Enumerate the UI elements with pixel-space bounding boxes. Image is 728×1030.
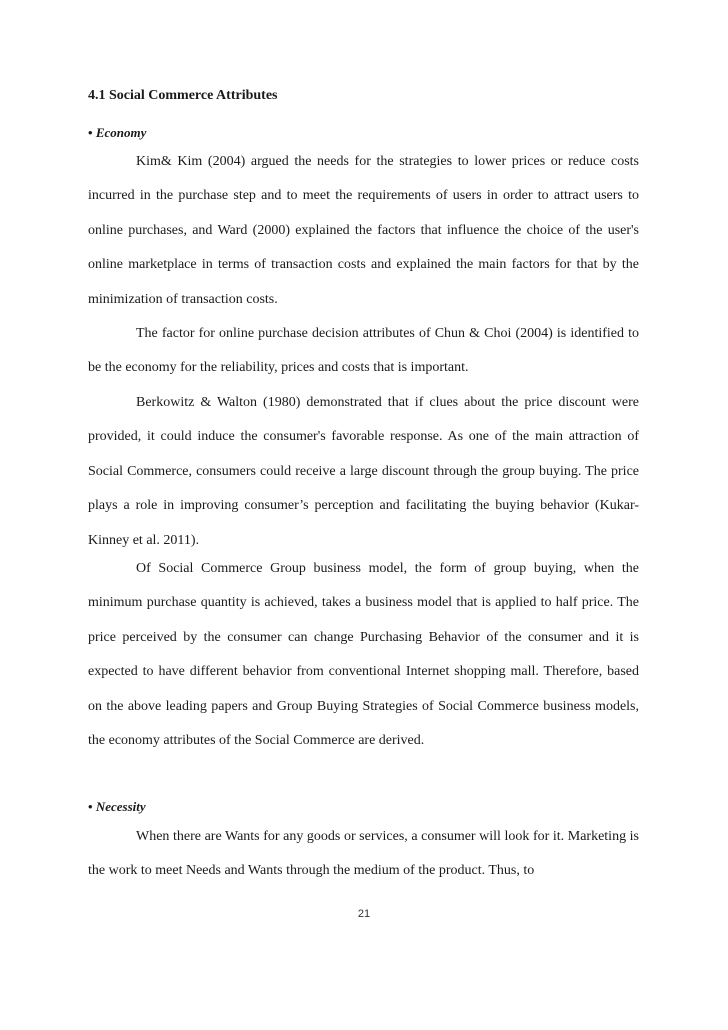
- economy-heading: [88, 125, 146, 141]
- economy-paragraph-2: The factor for online purchase decision attributes of Chun & Choi (2004) is identified to be the economy for the reliability, prices and costs that is important.: [88, 326, 639, 376]
- section-heading: 4.1 Social Commerce Attributes: [88, 88, 278, 103]
- economy-paragraph-4: Of Social Commerce Group business model, the form of group buying, when the minimum purchase quantity is achieved, takes a business model that is applied to half price. The price perceived by the consumer can change Purchasing Behavior of the consumer and it is expected to have different behavior from conventional Internet shopping mall. Therefore, based on the above leading papers and Group Buying Strategies of Social Commerce business models, the economy attributes of the Social Commerce are derived.: [88, 561, 639, 749]
- bullet-mark: •: [88, 125, 93, 140]
- economy-paragraph-1: Kim& Kim (2004) argued the needs for the strategies to lower prices or reduce costs incurred in the purchase step and to meet the requirements of users in order to attract users to online purchases, and Ward (2000) explained the factors that influence the choice of the user's online marketplace in terms of transaction costs and explained the main factors for that by the minimization of transaction costs.: [88, 154, 639, 307]
- necessity-heading: [88, 799, 146, 815]
- necessity-paragraph-1: When there are Wants for any goods or services, a consumer will look for it. Marketing is the work to meet Needs and Wants through the medium of the product. Thus, to: [88, 829, 639, 879]
- necessity-label: Necessity: [95, 799, 146, 814]
- economy-paragraph-3: Berkowitz & Walton (1980) demonstrated that if clues about the price discount were provided, it could induce the consumer's favorable response. As one of the main attraction of Social Commerce, consumers could receive a large discount through the group buying. The price plays a role in improving consumer’s perception and facilitating the buying behavior (Kukar-Kinney et al. 2011).: [88, 395, 639, 548]
- page-number: 21: [357, 908, 371, 920]
- economy-label: Economy: [95, 125, 147, 140]
- bullet-mark: •: [88, 799, 93, 814]
